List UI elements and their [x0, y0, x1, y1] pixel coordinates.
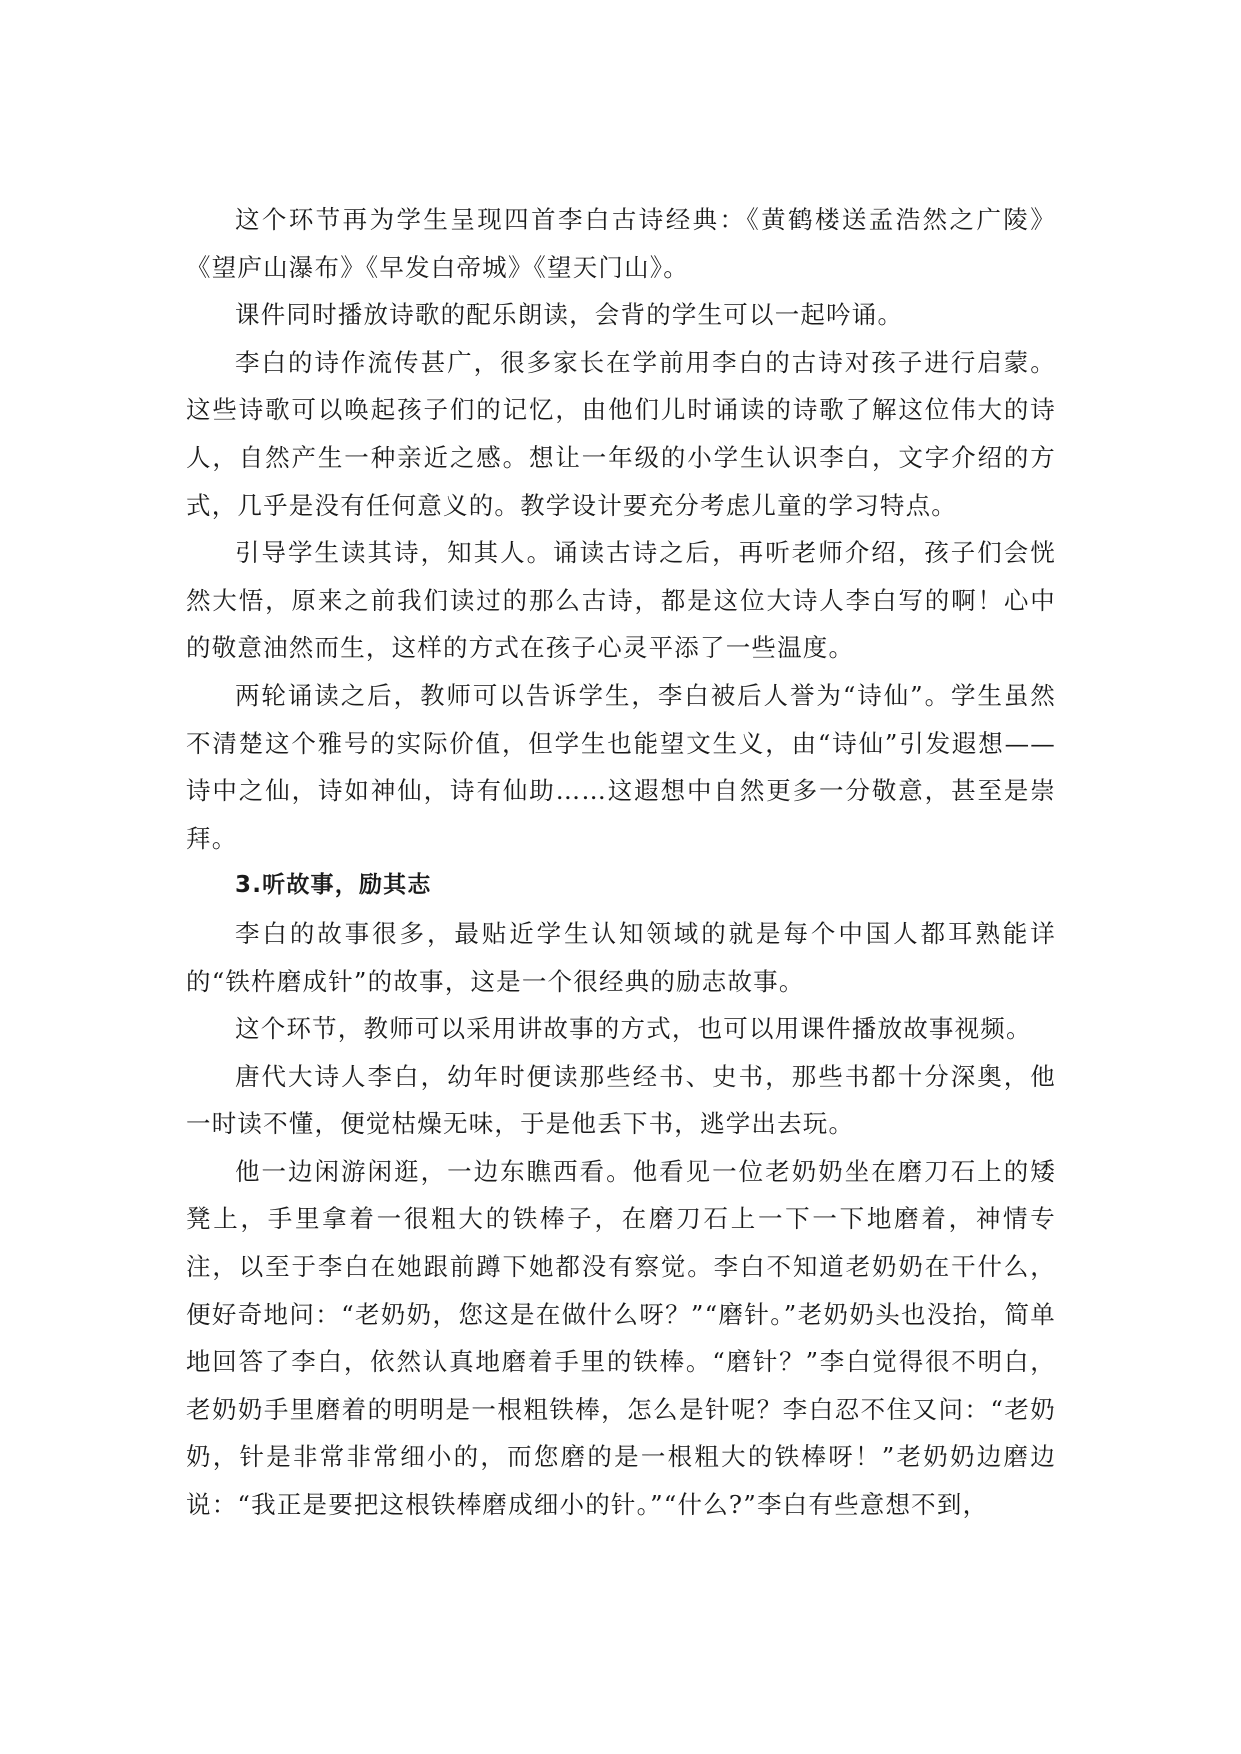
paragraph: 这个环节再为学生呈现四首李白古诗经典：《黄鹤楼送孟浩然之广陵》《望庐山瀑布》《早发白帝城》《望天门山》。 [186, 205, 1056, 282]
paragraph: 课件同时播放诗歌的配乐朗读，会背的学生可以一起吟诵。 [235, 300, 904, 330]
paragraph: 他一边闲游闲逛，一边东瞧西看。他看见一位老奶奶坐在磨刀石上的矮凳上，手里拿着一很粗大的铁棒子，在磨刀石上一下一下地磨着，神情专注，以至于李白在她跟前蹲下她都没有察觉。李白不知道老奶奶在干什么，便好奇地问：“老奶奶，您这是在做什么呀？”“磨针。”老奶奶头也没抬，简单地回答了李白，依然认真地磨着手里的铁棒。“磨针？”李白觉得很不明白，老奶奶手里磨着的明明是一根粗铁棒，怎么是针呢？李白忍不住又问：“老奶奶，针是非常非常细小的，而您磨的是一根粗大的铁棒呀！”老奶奶边磨边说：“我正是要把这根铁棒磨成细小的针。”“什么?”李白有些意想不到， [186, 1156, 1056, 1520]
paragraph: 李白的故事很多，最贴近学生认知领域的就是每个中国人都耳熟能详的“铁杵磨成针”的故事，这是一个很经典的励志故事。 [186, 918, 1056, 996]
document-body [186, 196, 1056, 1529]
section-heading: 3.听故事，励其志 [235, 872, 432, 899]
paragraph: 两轮诵读之后，教师可以告诉学生，李白被后人誉为“诗仙”。学生虽然不清楚这个雅号的实际价值，但学生也能望文生义，由“诗仙”引发遐想——诗中之仙，诗如神仙，诗有仙助……这遐想中自然更多一分敬意，甚至是崇拜。 [186, 680, 1056, 853]
paragraph: 引导学生读其诗，知其人。诵读古诗之后，再听老师介绍，孩子们会恍然大悟，原来之前我们读过的那么古诗，都是这位大诗人李白写的啊！心中的敬意油然而生，这样的方式在孩子心灵平添了一些温度。 [186, 538, 1056, 663]
paragraph: 李白的诗作流传甚广，很多家长在学前用李白的古诗对孩子进行启蒙。这些诗歌可以唤起孩子们的记忆，由他们儿时诵读的诗歌了解这位伟大的诗人，自然产生一种亲近之感。想让一年级的小学生认识李白，文字介绍的方式，几乎是没有任何意义的。教学设计要充分考虑儿童的学习特点。 [186, 347, 1056, 520]
paragraph: 这个环节，教师可以采用讲故事的方式，也可以用课件播放故事视频。 [235, 1014, 1032, 1044]
paragraph: 唐代大诗人李白，幼年时便读那些经书、史书，那些书都十分深奥，他一时读不懂，便觉枯燥无味，于是他丢下书，逃学出去玩。 [186, 1061, 1056, 1139]
